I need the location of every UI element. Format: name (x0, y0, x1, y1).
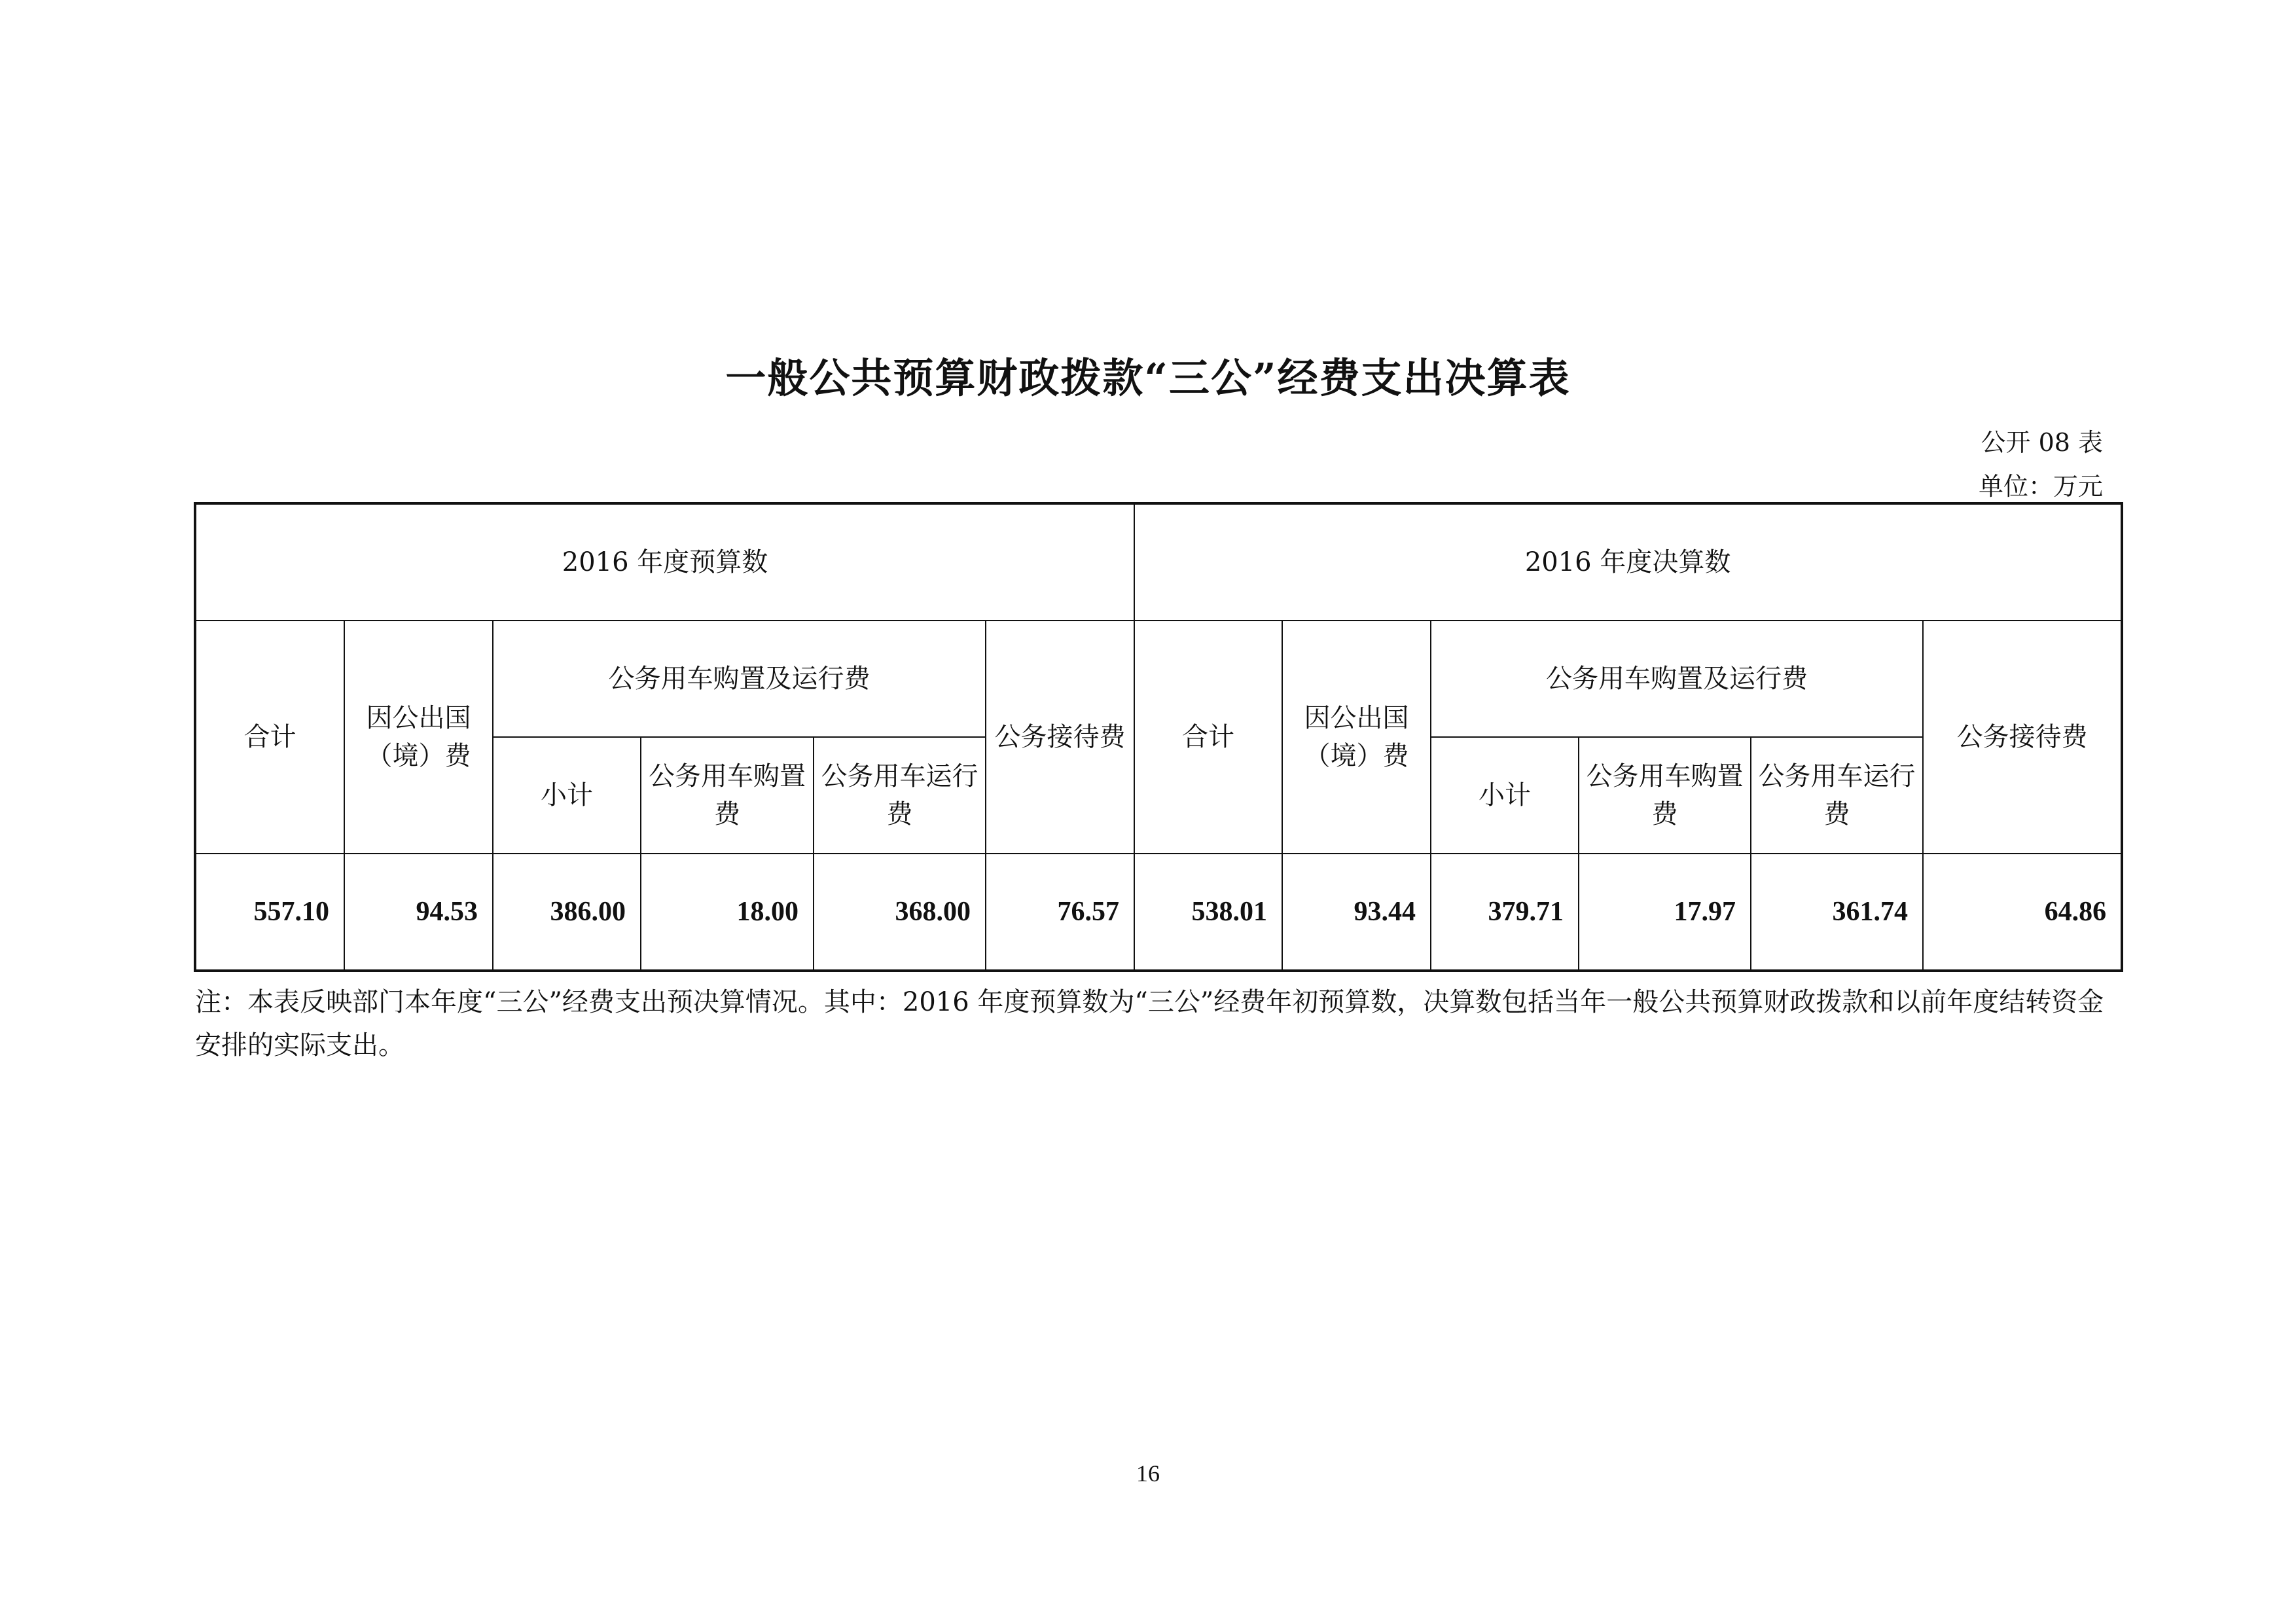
final-total-value: 538.01 (1134, 854, 1282, 970)
final-group-header: 2016 年度决算数 (1134, 504, 2121, 621)
budget-vehicle-operation-header: 公务用车运行费 (814, 737, 986, 854)
page-number: 16 (1136, 1460, 1160, 1487)
final-reception-header: 公务接待费 (1923, 621, 2121, 854)
budget-total-header: 合计 (196, 621, 344, 854)
budget-vehicle-purchase-header: 公务用车购置费 (641, 737, 814, 854)
budget-vehicle-header: 公务用车购置及运行费 (493, 621, 986, 737)
unit-label: 单位：万元 (1978, 472, 2103, 501)
budget-reception-value: 76.57 (986, 854, 1134, 970)
budget-abroad-header: 因公出国（境）费 (344, 621, 493, 854)
header-row-categories (196, 621, 2121, 737)
budget-subtotal-header: 小计 (493, 737, 641, 854)
budget-group-header: 2016 年度预算数 (196, 504, 1134, 621)
final-abroad-header: 因公出国（境）费 (1282, 621, 1431, 854)
header-row-groups (196, 504, 2121, 621)
budget-reception-header: 公务接待费 (986, 621, 1134, 854)
final-vehicle-purchase-value: 17.97 (1579, 854, 1751, 970)
final-abroad-value: 93.44 (1282, 854, 1431, 970)
final-total-header: 合计 (1134, 621, 1282, 854)
table-code: 公开 08 表 (1981, 428, 2103, 457)
final-vehicle-subtotal-value: 379.71 (1431, 854, 1579, 970)
final-vehicle-purchase-header: 公务用车购置费 (1579, 737, 1751, 854)
budget-vehicle-subtotal-value: 386.00 (493, 854, 641, 970)
final-vehicle-operation-value: 361.74 (1751, 854, 1923, 970)
budget-total-value: 557.10 (196, 854, 344, 970)
page-title: 一般公共预算财政拨款“三公”经费支出决算表 (725, 354, 1571, 402)
final-vehicle-header: 公务用车购置及运行费 (1431, 621, 1923, 737)
budget-vehicle-purchase-value: 18.00 (641, 854, 814, 970)
final-reception-value: 64.86 (1923, 854, 2121, 970)
budget-abroad-value: 94.53 (344, 854, 493, 970)
budget-vehicle-operation-value: 368.00 (814, 854, 986, 970)
table-row (196, 854, 2121, 970)
final-vehicle-operation-header: 公务用车运行费 (1751, 737, 1923, 854)
expenditure-table (195, 503, 2122, 971)
table-note: 注：本表反映部门本年度“三公”经费支出预决算情况。其中：2016 年度预算数为“三公”经费年初预算数，决算数包括当年一般公共预算财政拨款和以前年度结转资金安排的实际支出。 (195, 987, 2104, 1060)
final-subtotal-header: 小计 (1431, 737, 1579, 854)
